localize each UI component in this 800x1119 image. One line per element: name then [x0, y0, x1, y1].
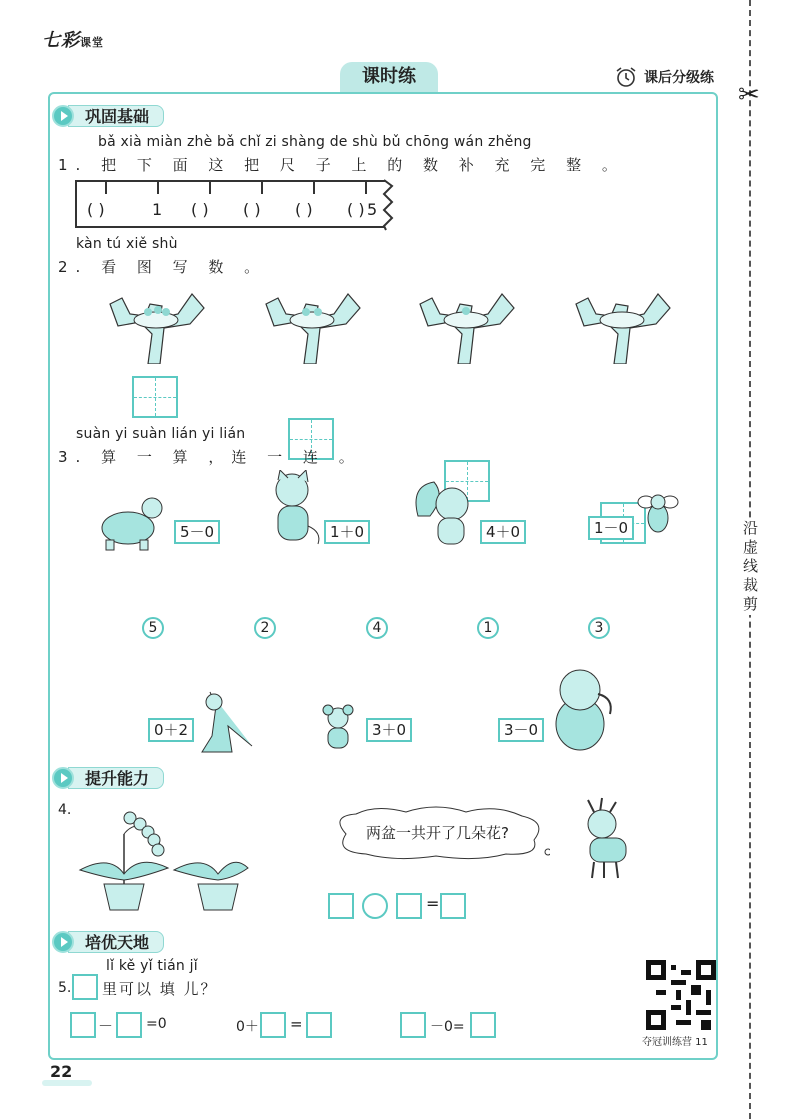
answer-box[interactable] [116, 1012, 142, 1038]
sample-box [72, 974, 98, 1000]
answer-box[interactable] [70, 1012, 96, 1038]
ruler-number: 1 [152, 200, 163, 219]
expression-card[interactable]: 3＋0 [366, 718, 412, 742]
play-arrow-icon [52, 767, 74, 789]
ruler-torn-edge [382, 178, 402, 232]
equation-tail: =0 [146, 1016, 167, 1032]
answer-box[interactable] [396, 893, 422, 919]
section-header-advanced: 培优天地 [52, 930, 164, 954]
scissors-icon: ✂ [738, 80, 760, 110]
level-badge [614, 66, 714, 88]
ruler-blank[interactable]: ( ) [87, 200, 105, 219]
bubble-question: 两盆一共开了几朵花? [366, 824, 509, 842]
qr-code-icon[interactable] [646, 960, 716, 1030]
minus-sign: － [98, 1017, 114, 1035]
q1-text: 1. 把 下 面 这 把 尺 子 上 的 数 补 充 完 整 。 [58, 156, 625, 174]
bee-image [634, 484, 684, 544]
alarm-clock-icon [614, 66, 638, 88]
expression-card[interactable]: 4＋0 [480, 520, 526, 544]
q4-number: 4. [58, 802, 72, 818]
answer-grid[interactable] [132, 376, 178, 418]
answer-circle[interactable]: 2 [254, 617, 276, 639]
level-label: 课后分级练 [644, 70, 714, 86]
answer-box[interactable] [400, 1012, 426, 1038]
answer-box[interactable] [260, 1012, 286, 1038]
ruler-number: ( ) [347, 200, 365, 219]
expression-card[interactable]: 3－0 [498, 718, 544, 742]
answer-circle[interactable]: 3 [588, 617, 610, 639]
cut-label: 沿虚线裁剪 [736, 520, 762, 615]
q1-pinyin: bǎ xià miàn zhè bǎ chǐ zi shàng de shù bǔ chōng wán zhěng [98, 134, 532, 150]
equals-sign: = [290, 1015, 303, 1033]
brand-logo: 七彩课堂 [42, 30, 104, 51]
section-header-basics: 巩固基础 [52, 104, 164, 128]
tree-nest-image [100, 284, 210, 364]
answer-box[interactable] [306, 1012, 332, 1038]
expression-card[interactable]: 5－0 [174, 520, 220, 544]
tree-nest-image [256, 284, 366, 364]
equation-tail: －0= [430, 1019, 465, 1035]
q5-text: 里可以 填 儿？ [102, 980, 218, 998]
q2-text: 2. 看 图 写 数 。 [58, 258, 268, 276]
expression-card[interactable]: 1－0 [588, 516, 634, 540]
ruler-number: 5 [367, 200, 378, 219]
answer-circle[interactable]: 5 [142, 617, 164, 639]
answer-circle[interactable]: 4 [366, 617, 388, 639]
answer-box[interactable] [328, 893, 354, 919]
ruler-blank[interactable]: ( ) [243, 200, 261, 219]
answer-box[interactable] [470, 1012, 496, 1038]
answer-box[interactable] [440, 893, 466, 919]
page-number: 22 [50, 1062, 73, 1081]
ruler-blank[interactable]: ( ) [191, 200, 209, 219]
cat-image [262, 470, 324, 550]
q5-pinyin: lǐ kě yǐ tián jǐ [106, 958, 198, 974]
page-title: 课时练 [340, 62, 438, 92]
qr-caption: 夺冠训练营 11 [642, 1037, 708, 1048]
ruler [75, 180, 385, 228]
operator-circle[interactable] [362, 893, 388, 919]
mouse-image [318, 704, 364, 752]
squirrel-image [410, 476, 480, 550]
section-header-improve: 提升能力 [52, 766, 164, 790]
kangaroo-image [192, 686, 256, 756]
elephant-image [544, 664, 618, 756]
expression-card[interactable]: 0＋2 [148, 718, 194, 742]
q3-text: 3. 算 一 算 ，连 一 连 。 [58, 448, 362, 466]
q5-number: 5. [58, 980, 72, 996]
expression-card[interactable]: 1＋0 [324, 520, 370, 544]
equals-sign: = [426, 894, 440, 913]
play-arrow-icon [52, 931, 74, 953]
equation-head: 0＋ [236, 1019, 259, 1035]
tree-nest-image [410, 284, 520, 364]
q2-pinyin: kàn tú xiě shù [76, 236, 178, 252]
q3-pinyin: suàn yi suàn lián yi lián [76, 426, 246, 442]
deer-image [574, 796, 640, 880]
answer-circle[interactable]: 1 [477, 617, 499, 639]
play-arrow-icon [52, 105, 74, 127]
ruler-blank[interactable]: ( ) [295, 200, 313, 219]
turtle-image [96, 490, 172, 552]
flower-pots-image [70, 804, 250, 914]
tree-nest-image [566, 284, 676, 364]
